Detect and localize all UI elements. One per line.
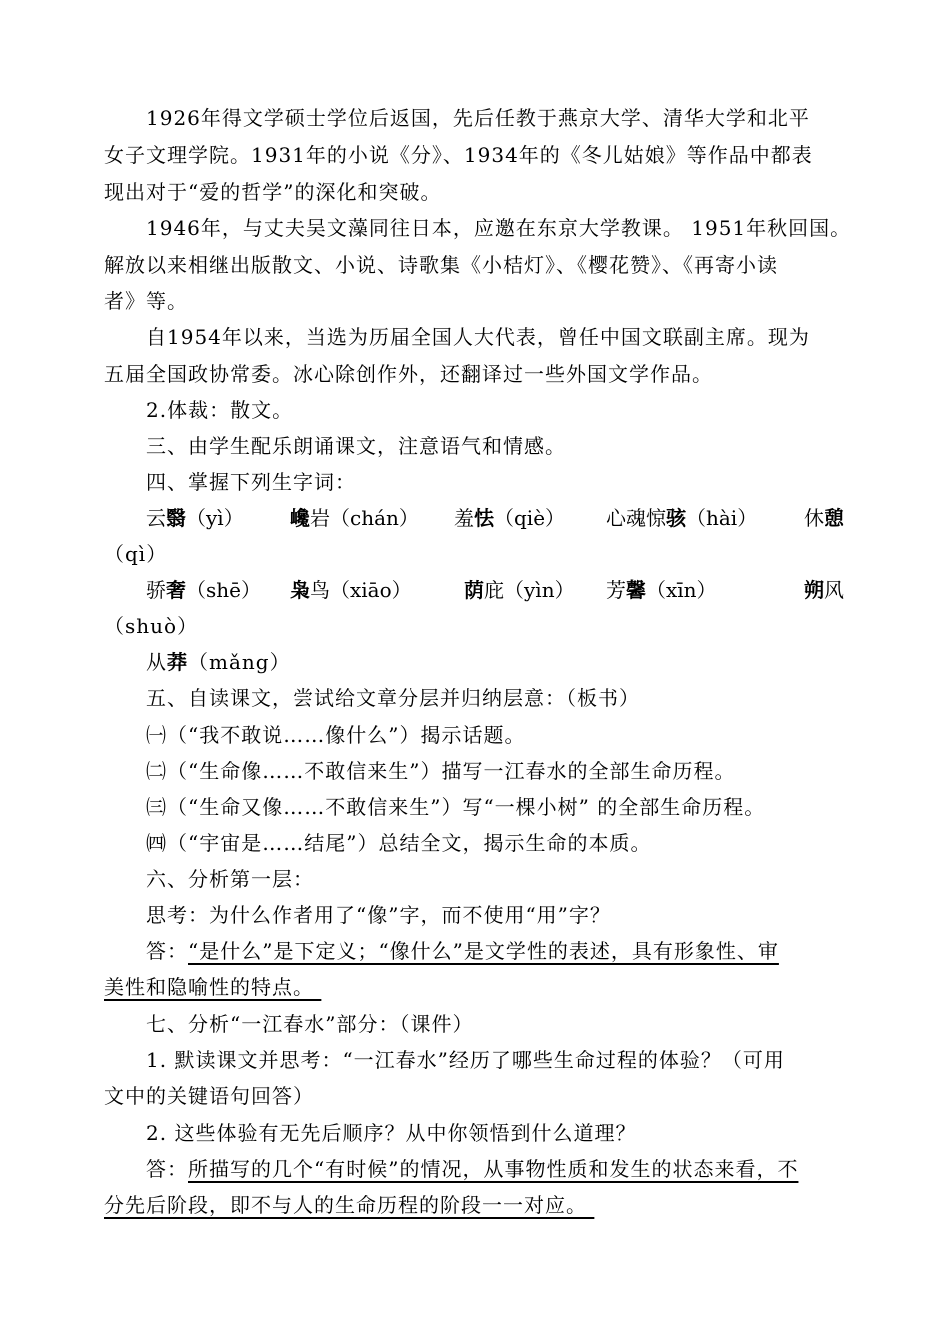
vocab-item: 巉岩（chán） <box>290 506 419 530</box>
vocab-pinyin-wrap: （qì） <box>104 542 168 566</box>
paragraph-line: 1926年得文学硕士学位后返国，先后任教于燕京大学、清华大学和北平 <box>146 106 810 130</box>
vocab-item: 骄奢（shē） <box>146 578 261 602</box>
paragraph-line: 解放以来相继出版散文、小说、诗歌集《小桔灯》、《樱花赞》、《再寄小读 <box>104 253 778 277</box>
question-line: 1. 默读课文并思考：“一江春水”经历了哪些生命过程的体验？（可用 <box>146 1048 785 1072</box>
outline-item: ㈣（“宇宙是……结尾”）总结全文，揭示生命的本质。 <box>146 831 652 855</box>
paragraph-line: 1946年，与丈夫吴文藻同往日本，应邀在东京大学教课。 1951年秋回国。 <box>146 216 852 240</box>
outline-item: ㈠（“我不敢说……像什么”）揭示话题。 <box>146 723 526 747</box>
question-line: 思考：为什么作者用了“像”字，而不使用“用”字？ <box>146 903 611 927</box>
section-heading: 五、自读课文，尝试给文章分层并归纳层意：（板书） <box>146 686 640 710</box>
outline-item: ㈡（“生命像……不敢信来生”）描写一江春水的全部生命历程。 <box>146 759 736 783</box>
answer-line: 美性和隐喻性的特点。 <box>104 975 314 999</box>
vocab-row <box>0 578 950 602</box>
answer-line: 答：所描写的几个“有时候”的情况，从事物性质和发生的状态来看，不 <box>146 1157 799 1181</box>
vocab-row <box>0 506 950 530</box>
vocab-item: 朔风 <box>804 578 844 602</box>
vocab-item: 芳馨（xīn） <box>606 578 717 602</box>
paragraph-line: 现出对于“爱的哲学”的深化和突破。 <box>104 180 442 204</box>
vocab-item: 休憩 <box>804 506 844 530</box>
section-heading: 三、由学生配乐朗诵课文，注意语气和情感。 <box>146 434 566 458</box>
vocab-item: 从莽（mǎng） <box>146 650 291 674</box>
question-line: 2. 这些体验有无先后顺序？从中你领悟到什么道理？ <box>146 1121 637 1145</box>
section-heading: 六、分析第一层： <box>146 867 314 891</box>
answer-line: 答：“是什么”是下定义；“像什么”是文学性的表述，具有形象性、审 <box>146 939 779 963</box>
vocab-item: 荫庇（yìn） <box>464 578 575 602</box>
question-line: 文中的关键语句回答） <box>104 1084 314 1108</box>
paragraph-line: 女子文理学院。1931年的小说《分》、1934年的《冬儿姑娘》等作品中都表 <box>104 143 813 167</box>
vocab-item: 羞怯（qiè） <box>454 506 566 530</box>
section-heading: 四、掌握下列生字词： <box>146 470 356 494</box>
paragraph-line: 五届全国政协常委。冰心除创作外，还翻译过一些外国文学作品。 <box>104 362 713 386</box>
section-heading: 七、分析“一江春水”部分：（课件） <box>146 1012 474 1036</box>
vocab-item: 心魂惊骇（hài） <box>606 506 758 530</box>
answer-line: 分先后阶段，即不与人的生命历程的阶段一一对应。 <box>104 1193 587 1217</box>
vocab-item: 枭鸟（xiāo） <box>290 578 412 602</box>
paragraph-line: 自1954年以来，当选为历届全国人大代表，曾任中国文联副主席。现为 <box>146 325 810 349</box>
genre-line: 2.体裁：散文。 <box>146 398 294 422</box>
outline-item: ㈢（“生命又像……不敢信来生”）写“一棵小树” 的全部生命历程。 <box>146 795 766 819</box>
paragraph-line: 者》等。 <box>104 289 188 313</box>
vocab-pinyin-wrap: （shuò） <box>104 614 199 638</box>
vocab-item: 云翳（yì） <box>146 506 244 530</box>
